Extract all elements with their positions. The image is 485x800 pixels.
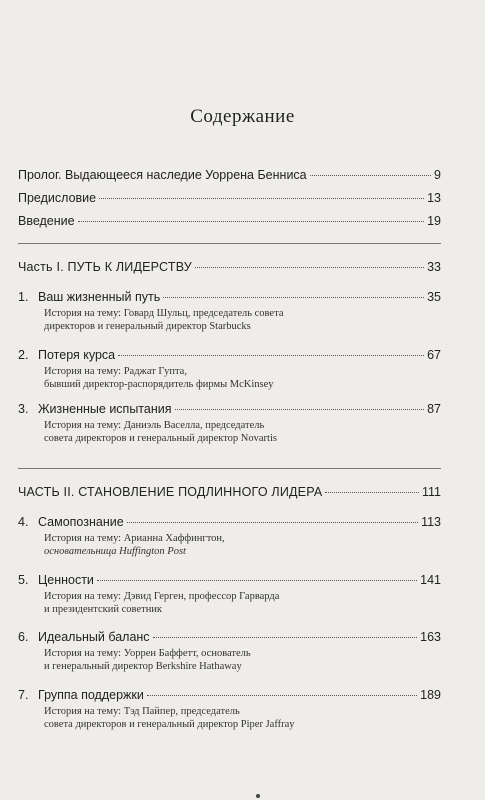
toc-chapter-5 [18,573,441,587]
description-line: совета директоров и генеральный директор Novartis [44,433,277,444]
toc-entry-page: 19 [427,214,441,228]
toc-chapter-3 [18,402,441,416]
chapter-number: 1. [18,290,29,304]
chapter-number: 7. [18,688,29,702]
toc-part-label: ЧАСТЬ II. СТАНОВЛЕНИЕ ПОДЛИННОГО ЛИДЕРА [18,485,323,499]
chapter-description-2 [44,365,435,391]
chapter-number: 2. [18,348,29,362]
leader-dots [195,267,424,268]
chapter-title: Ценности [38,573,94,587]
chapter-description-4 [44,532,435,558]
description-line: История на тему: Тэд Пайпер, председатель [44,706,240,717]
toc-entry-preface [18,191,441,205]
description-line: бывший директор-распорядитель фирмы McKinsey [44,379,274,390]
description-line: и президентский советник [44,604,163,615]
leader-dots [78,221,424,222]
toc-part-page: 111 [421,485,441,499]
leader-dots [99,198,424,199]
section-divider [18,468,441,469]
leader-dots [310,175,431,176]
toc-entry-label: Введение [18,214,75,228]
leader-dots [97,580,417,581]
toc-chapter-1 [18,290,441,304]
toc-chapter-7 [18,688,441,702]
description-line: История на тему: Дэвид Герген, профессор Гарварда [44,591,280,602]
print-mark [256,794,260,798]
toc-part-label: Часть I. ПУТЬ К ЛИДЕРСТВУ [18,260,192,274]
description-line: директоров и генеральный директор Starbucks [44,321,251,332]
toc-chapter-6 [18,630,441,644]
chapter-title: Группа поддержки [38,688,144,702]
chapter-description-7 [44,705,435,731]
chapter-title: Идеальный баланс [38,630,150,644]
description-line: совета директоров и генеральный директор Piper Jaffray [44,719,295,730]
chapter-description-3 [44,419,435,445]
chapter-title: Потеря курса [38,348,116,362]
toc-chapter-4 [18,515,441,529]
description-line: История на тему: Даниэль Васелла, председатель [44,420,265,431]
toc-entry-label: Предисловие [18,191,97,205]
chapter-title: Ваш жизненный путь [38,290,161,304]
leader-dots [153,637,418,638]
description-line: История на тему: Уоррен Баффетт, основатель [44,648,251,659]
toc-entry-label: Пролог. Выдающееся наследие Уоррена Бенниса [18,168,307,182]
toc-entry-page: 9 [434,168,441,182]
chapter-page: 87 [427,402,441,416]
chapter-description-1 [44,307,435,333]
chapter-number: 4. [18,515,29,529]
description-line: История на тему: Говард Шульц, председатель совета [44,308,284,319]
chapter-page: 67 [427,348,441,362]
chapter-number: 6. [18,630,29,644]
chapter-page: 189 [420,688,441,702]
section-divider [18,243,441,244]
description-line: основательница Huffington Post [44,546,186,557]
toc-part-2 [18,485,441,499]
description-line: и генеральный директор Berkshire Hathaway [44,661,242,672]
description-line: История на тему: Раджат Гупта, [44,366,187,377]
leader-dots [325,492,419,493]
page-title: Содержание [190,106,295,127]
leader-dots [147,695,417,696]
chapter-number: 3. [18,402,29,416]
toc-entry-introduction [18,214,441,228]
chapter-description-6 [44,647,435,673]
chapter-number: 5. [18,573,29,587]
toc-part-page: 33 [427,260,441,274]
chapter-description-5 [44,590,435,616]
chapter-page: 113 [421,515,441,529]
leader-dots [163,297,424,298]
leader-dots [127,522,418,523]
chapter-page: 141 [420,573,441,587]
description-line: История на тему: Арианна Хаффингтон, [44,533,225,544]
chapter-page: 163 [420,630,441,644]
chapter-title: Жизненные испытания [38,402,172,416]
toc-entry-page: 13 [427,191,441,205]
leader-dots [118,355,424,356]
toc-chapter-2 [18,348,441,362]
toc-part-1 [18,260,441,274]
chapter-page: 35 [427,290,441,304]
leader-dots [175,409,425,410]
toc-entry-prologue [18,168,441,182]
chapter-title: Самопознание [38,515,124,529]
